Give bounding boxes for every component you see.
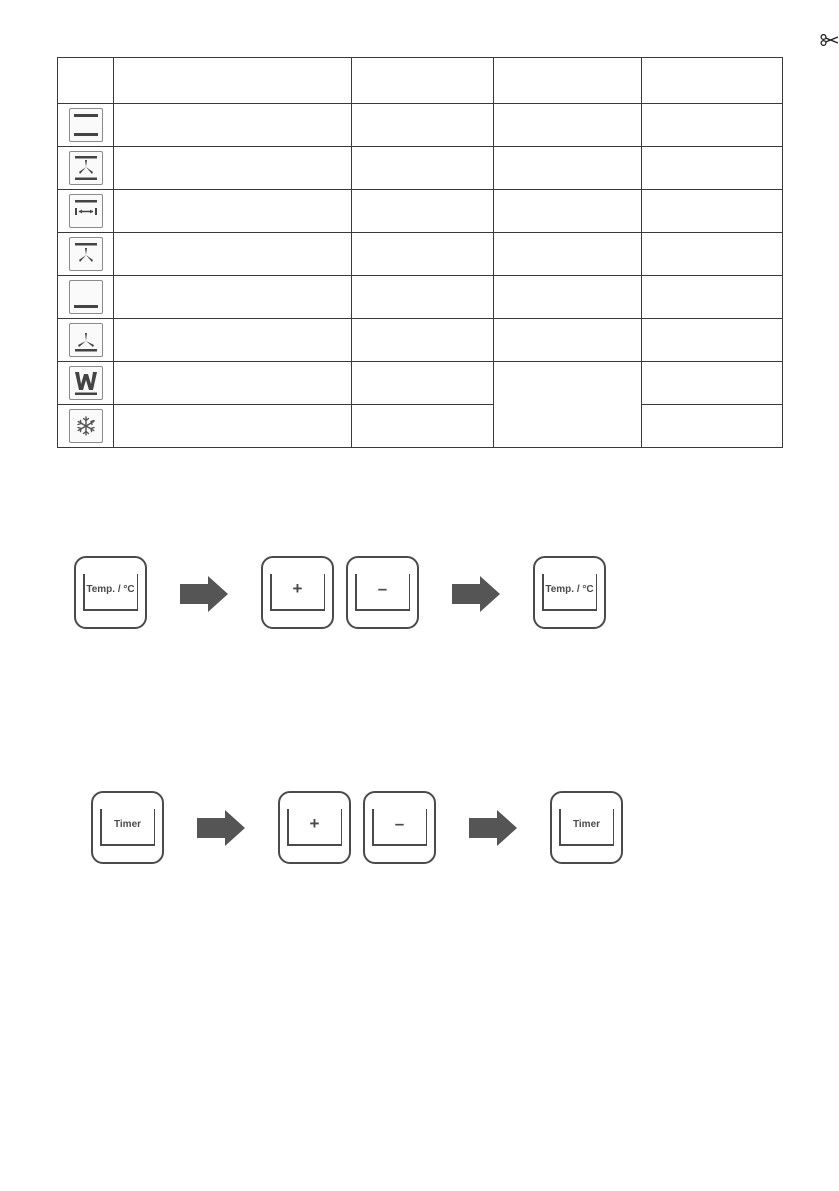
table-cell (494, 190, 642, 233)
header-cell (114, 58, 352, 104)
table-cell (642, 405, 783, 448)
table-cell (494, 233, 642, 276)
table-cell (352, 319, 494, 362)
table-cell (114, 276, 352, 319)
arrow-right-icon (469, 810, 517, 846)
header-cell (642, 58, 783, 104)
top-bottom-heat-icon (69, 108, 103, 142)
table-row (58, 319, 783, 362)
table-cell (114, 190, 352, 233)
table-row (58, 147, 783, 190)
timer-key-label: Timer (572, 819, 601, 830)
icon-cell (58, 405, 114, 448)
table-row (58, 276, 783, 319)
top-heat-fan-icon (69, 237, 103, 271)
plus-key-label: + (292, 579, 303, 598)
table-cell (642, 276, 783, 319)
cooking-mode-table (57, 57, 783, 448)
table-cell (352, 104, 494, 147)
w-function-icon (69, 366, 103, 400)
table-cell (352, 276, 494, 319)
table-cell (114, 147, 352, 190)
full-grill-icon (69, 194, 103, 228)
header-cell (58, 58, 114, 104)
table-cell (642, 147, 783, 190)
temperature-key-confirm[interactable] (533, 556, 606, 629)
merged-table-cell (494, 362, 642, 448)
icon-cell (58, 190, 114, 233)
bottom-heat-icon (69, 280, 103, 314)
timer-key-label: Timer (113, 819, 142, 830)
table-cell (114, 319, 352, 362)
arrow-right-icon (452, 576, 500, 612)
temperature-key[interactable] (74, 556, 147, 629)
plus-key[interactable] (278, 791, 351, 864)
arrow-right-icon (197, 810, 245, 846)
table-row (58, 104, 783, 147)
table-row (58, 405, 783, 448)
icon-cell (58, 233, 114, 276)
table-cell (114, 104, 352, 147)
table-cell (352, 233, 494, 276)
icon-cell (58, 104, 114, 147)
table-cell (352, 190, 494, 233)
table-row (58, 233, 783, 276)
temperature-key-label: Temp. / °C (545, 584, 594, 595)
header-cell (494, 58, 642, 104)
icon-cell (58, 147, 114, 190)
plus-key[interactable] (261, 556, 334, 629)
icon-cell (58, 276, 114, 319)
table-cell (114, 362, 352, 405)
table-cell (352, 147, 494, 190)
table-cell (642, 233, 783, 276)
table-cell (494, 276, 642, 319)
table-cell (642, 190, 783, 233)
minus-key[interactable] (346, 556, 419, 629)
fan-bottom-heat-icon (69, 323, 103, 357)
header-cell (352, 58, 494, 104)
table-cell (114, 233, 352, 276)
table-cell (494, 104, 642, 147)
temperature-key-label: Temp. / °C (86, 584, 135, 595)
table-cell (352, 362, 494, 405)
timer-key[interactable] (91, 791, 164, 864)
table-cell (642, 104, 783, 147)
table-row (58, 190, 783, 233)
icon-cell (58, 319, 114, 362)
plus-key-label: + (309, 814, 320, 833)
table-cell (642, 319, 783, 362)
table-cell (494, 147, 642, 190)
minus-key[interactable] (363, 791, 436, 864)
minus-key-label: – (377, 579, 388, 598)
icon-cell (58, 362, 114, 405)
timer-key-confirm[interactable] (550, 791, 623, 864)
minus-key-label: – (394, 814, 405, 833)
table-header-row (58, 58, 783, 104)
table-cell (642, 362, 783, 405)
table-row (58, 362, 783, 405)
arrow-right-icon (180, 576, 228, 612)
scissors-icon (820, 34, 838, 46)
fan-with-top-bottom-heat-icon (69, 151, 103, 185)
table-cell (494, 319, 642, 362)
table-cell (114, 405, 352, 448)
table-cell (352, 405, 494, 448)
defrost-snowflake-icon (69, 409, 103, 443)
